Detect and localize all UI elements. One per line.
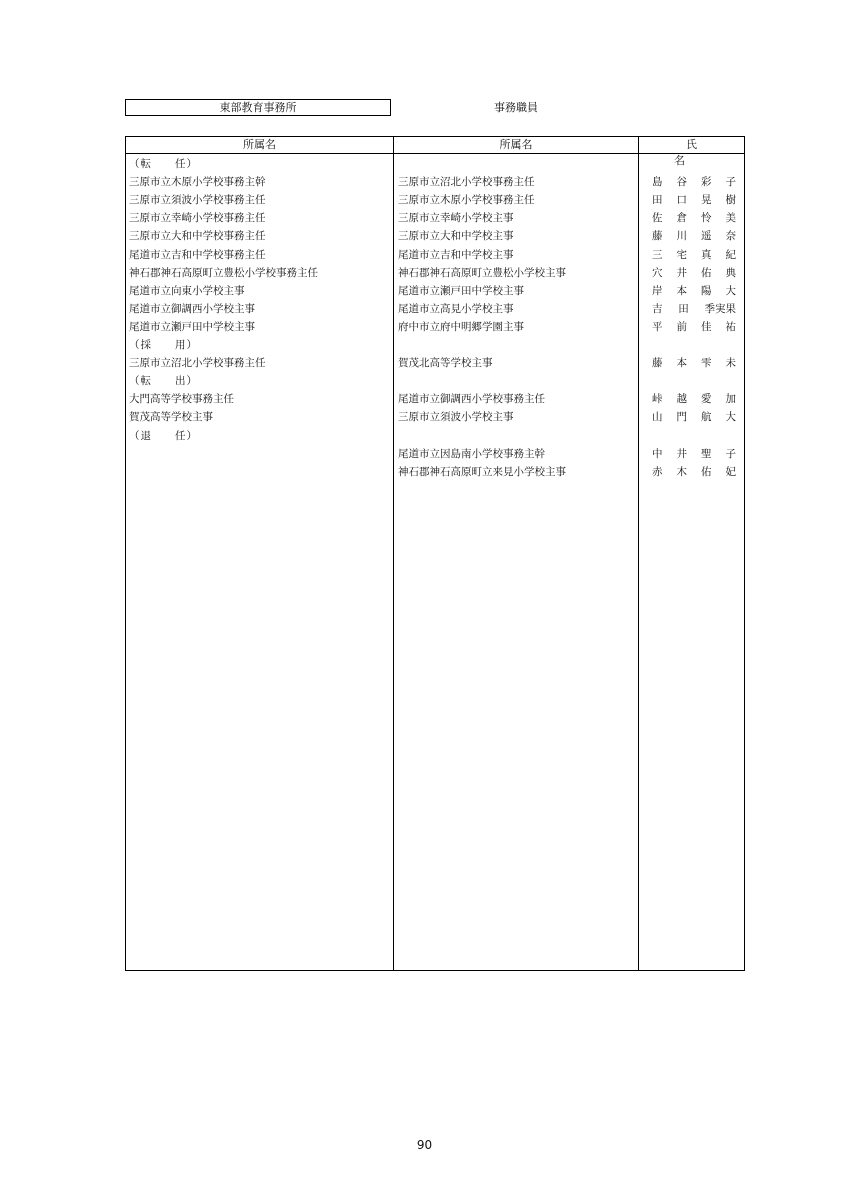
person-name [652, 354, 736, 372]
section-label: （転 任） [129, 158, 198, 170]
name-character: 井 [676, 447, 687, 460]
previous-post: 三原市立幸崎小学校事務主任 [129, 212, 266, 225]
name-character: 井 [676, 266, 687, 279]
table-row [126, 209, 744, 227]
name-character: 愛 [701, 393, 712, 406]
person-name [652, 209, 736, 227]
table-row [126, 300, 744, 318]
person-name [652, 282, 736, 300]
header-divider [126, 153, 744, 154]
new-post: 賀茂北高等学校主事 [398, 357, 493, 370]
name-character: 大 [725, 411, 736, 424]
new-post: 尾道市立吉和中学校主事 [398, 248, 514, 261]
name-character: 美 [725, 212, 736, 225]
new-post: 三原市立須波小学校主事 [398, 411, 514, 424]
name-character: 真 [701, 248, 712, 261]
previous-post: 大門高等学校事務主任 [129, 393, 234, 406]
name-character: 未 [725, 357, 736, 370]
previous-post: 神石郡神石高原町立豊松小学校事務主任 [129, 266, 318, 279]
name-character: 彩 [701, 176, 712, 189]
name-character: 大 [725, 284, 736, 297]
name-character: 越 [676, 393, 687, 406]
name-character: 吉 [652, 302, 663, 315]
name-character: 子 [725, 176, 736, 189]
table-row [126, 173, 744, 191]
person-name [652, 318, 736, 336]
section-row [126, 427, 744, 445]
name-character: 前 [676, 320, 687, 333]
name-character: 穴 [652, 266, 663, 279]
name-character: 祐 [725, 320, 736, 333]
table-row [126, 354, 744, 372]
new-post: 尾道市立因島南小学校事務主幹 [398, 447, 545, 460]
table-row [126, 191, 744, 209]
section-row [126, 155, 744, 173]
person-name [652, 227, 736, 245]
name-character: 山 [652, 411, 663, 424]
section-label: （転 出） [129, 375, 198, 388]
name-character: 田 [678, 302, 689, 315]
column-header-to: 所属名 [499, 138, 533, 151]
section-row [126, 336, 744, 354]
name-character: 晃 [701, 194, 712, 207]
name-character: 佐 [652, 212, 663, 225]
name-character: 遥 [701, 230, 712, 243]
name-character: 雫 [701, 357, 712, 370]
page-number: 90 [416, 1138, 433, 1152]
name-character: 谷 [676, 176, 687, 189]
new-post: 神石郡神石高原町立来見小学校主事 [398, 465, 566, 478]
personnel-table [125, 136, 756, 971]
name-character: 航 [701, 411, 712, 424]
name-character: 季実果 [704, 302, 736, 315]
name-character: 樹 [725, 194, 736, 207]
name-character: 佳 [701, 320, 712, 333]
column-header-name: 氏 名 [674, 138, 756, 167]
new-post: 神石郡神石高原町立豊松小学校主事 [398, 266, 566, 279]
table-row [126, 282, 744, 300]
name-character: 紀 [725, 248, 736, 261]
name-character: 赤 [652, 465, 663, 478]
new-post: 三原市立大和中学校主事 [398, 230, 514, 243]
previous-post: 三原市立須波小学校事務主任 [129, 194, 266, 207]
new-post: 三原市立幸崎小学校主事 [398, 212, 514, 225]
name-character: 典 [725, 266, 736, 279]
name-character: 木 [676, 465, 687, 478]
person-name [652, 264, 736, 282]
name-character: 宅 [676, 248, 687, 261]
name-character: 口 [676, 194, 687, 207]
name-character: 子 [725, 447, 736, 460]
person-name [652, 408, 736, 426]
section-label: （退 任） [129, 429, 198, 442]
name-character: 門 [676, 411, 687, 424]
person-name [652, 300, 736, 318]
previous-post: 三原市立沼北小学校事務主任 [129, 357, 266, 370]
name-character: 加 [725, 393, 736, 406]
previous-post: 三原市立大和中学校事務主任 [129, 230, 266, 243]
name-character: 佑 [701, 465, 712, 478]
table-row [126, 227, 744, 245]
table-row [126, 246, 744, 264]
name-character: 倉 [676, 212, 687, 225]
office-name: 東部教育事務所 [219, 101, 297, 114]
person-name [652, 390, 736, 408]
section-row [126, 372, 744, 390]
previous-post: 賀茂高等学校主事 [129, 411, 213, 424]
name-character: 田 [652, 194, 663, 207]
job-type-label: 事務職員 [494, 101, 538, 114]
name-character: 奈 [725, 230, 736, 243]
name-character: 聖 [701, 447, 712, 460]
table-row [126, 264, 744, 282]
name-character: 峠 [652, 393, 663, 406]
name-character: 島 [652, 176, 663, 189]
name-character: 藤 [652, 357, 663, 370]
person-name [652, 173, 736, 191]
table-row [126, 390, 744, 408]
table-row [126, 445, 744, 463]
section-label: （採 用） [129, 339, 198, 351]
person-name [652, 463, 736, 481]
new-post: 三原市立沼北小学校事務主任 [398, 176, 535, 189]
new-post: 尾道市立高見小学校主事 [398, 302, 514, 315]
table-row [126, 318, 744, 336]
new-post: 尾道市立瀬戸田中学校主事 [398, 284, 524, 297]
new-post: 三原市立木原小学校事務主任 [398, 194, 535, 207]
column-header-from: 所属名 [243, 138, 276, 151]
previous-post: 尾道市立御調西小学校主事 [129, 302, 255, 315]
person-name [652, 191, 736, 209]
name-character: 中 [652, 447, 663, 460]
name-character: 藤 [652, 230, 663, 243]
name-character: 陽 [701, 284, 712, 297]
previous-post: 尾道市立瀬戸田中学校主事 [129, 320, 255, 333]
name-character: 本 [676, 284, 687, 297]
name-character: 岸 [652, 284, 663, 297]
name-character: 本 [676, 357, 687, 370]
previous-post: 尾道市立向東小学校主事 [129, 284, 245, 297]
name-character: 三 [652, 248, 663, 261]
name-character: 妃 [725, 465, 736, 478]
name-character: 怜 [701, 212, 712, 225]
name-character: 佑 [701, 266, 712, 279]
table-row [126, 463, 744, 481]
name-character: 川 [676, 230, 687, 243]
person-name [652, 445, 736, 463]
previous-post: 尾道市立吉和中学校事務主任 [129, 248, 266, 261]
office-name-box [125, 99, 391, 116]
person-name [652, 246, 736, 264]
new-post: 府中市立府中明郷学園主事 [398, 320, 524, 333]
table-row [126, 408, 744, 426]
name-character: 平 [652, 320, 663, 333]
previous-post: 三原市立木原小学校事務主幹 [129, 176, 266, 189]
new-post: 尾道市立御調西小学校事務主任 [398, 393, 545, 406]
